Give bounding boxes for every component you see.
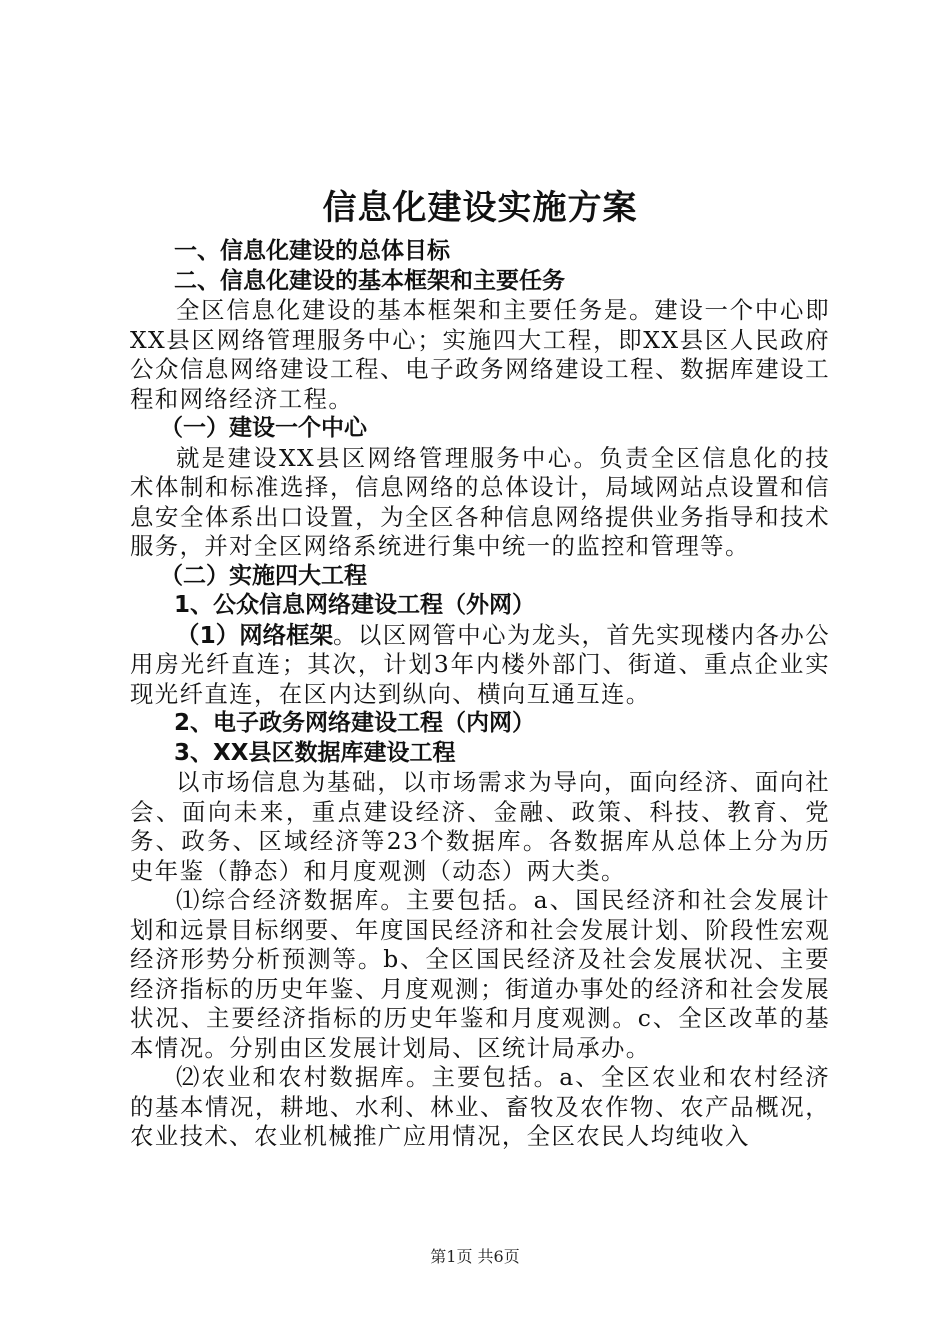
- heading-overall-goal: 一、信息化建设的总体目标: [174, 238, 450, 264]
- document-title: 信息化建设实施方案: [322, 188, 638, 228]
- paragraph-database: 以市场信息为基础，以市场需求为导向，面向经济、面向社会、面向未来，重点建设经济、金融、政策、科技、教育、党务、政务、区域经济等23个数据库。各数据库从总体上分为历史年鉴（静态）和月度观测（动态）两大类。: [130, 768, 830, 885]
- paragraph-center: 就是建设XX县区网络管理服务中心。负责全区信息化的技术体制和标准选择，信息网络的总体设计，局域网站点设置和信息安全体系出口设置，为全区各种信息网络提供业务指导和技术服务，并对全区网络系统进行集中统一的监控和管理等。: [130, 443, 830, 560]
- network-framework-text: 。以区网管中心为龙头，首先实现楼内各办公用房光纤直连；其次，计划3年内楼外部门、街道、重点企业实现光纤直连，在区内达到纵向、横向互通互连。: [130, 620, 830, 708]
- heading-database: 3、XX县区数据库建设工程: [174, 739, 456, 766]
- document-body: [130, 237, 830, 1152]
- heading-framework-tasks: 二、信息化建设的基本框架和主要任务: [174, 267, 565, 294]
- paragraph-economic-db: ⑴综合经济数据库。主要包括。a、国民经济和社会发展计划和远景目标纲要、年度国民经济和社会发展计划、阶段性宏观经济形势分析预测等。b、全区国民经济及社会发展状况、主要经济指标的历史年鉴、月度观测；街道办事处的经济和社会发展状况、主要经济指标的历史年鉴和月度观测。c、全区改革的基本情况。分别由区发展计划局、区统计局承办。: [130, 886, 830, 1062]
- document-page: [130, 0, 830, 1344]
- network-framework-lead: （1）网络框架: [176, 620, 334, 649]
- heading-egov-network: 2、电子政务网络建设工程（内网）: [174, 710, 536, 736]
- heading-public-network: 1、公众信息网络建设工程（外网）: [174, 592, 536, 618]
- page-footer: 第1页 共6页: [430, 1247, 520, 1266]
- paragraph-framework: 全区信息化建设的基本框架和主要任务是。建设一个中心即XX县区网络管理服务中心；实施四大工程，即XX县区人民政府公众信息网络建设工程、电子政务网络建设工程、数据库建设工程和网络经济工程。: [130, 296, 830, 413]
- paragraph-network-framework: [130, 621, 830, 710]
- paragraph-agriculture-db: ⑵农业和农村数据库。主要包括。a、全区农业和农村经济的基本情况，耕地、水利、林业、畜牧及农作物、农产品概况，农业技术、农业机械推广应用情况，全区农民人均纯收入: [130, 1063, 830, 1150]
- heading-build-center: （一）建设一个中心: [160, 415, 367, 441]
- heading-four-projects: （二）实施四大工程: [160, 562, 367, 589]
